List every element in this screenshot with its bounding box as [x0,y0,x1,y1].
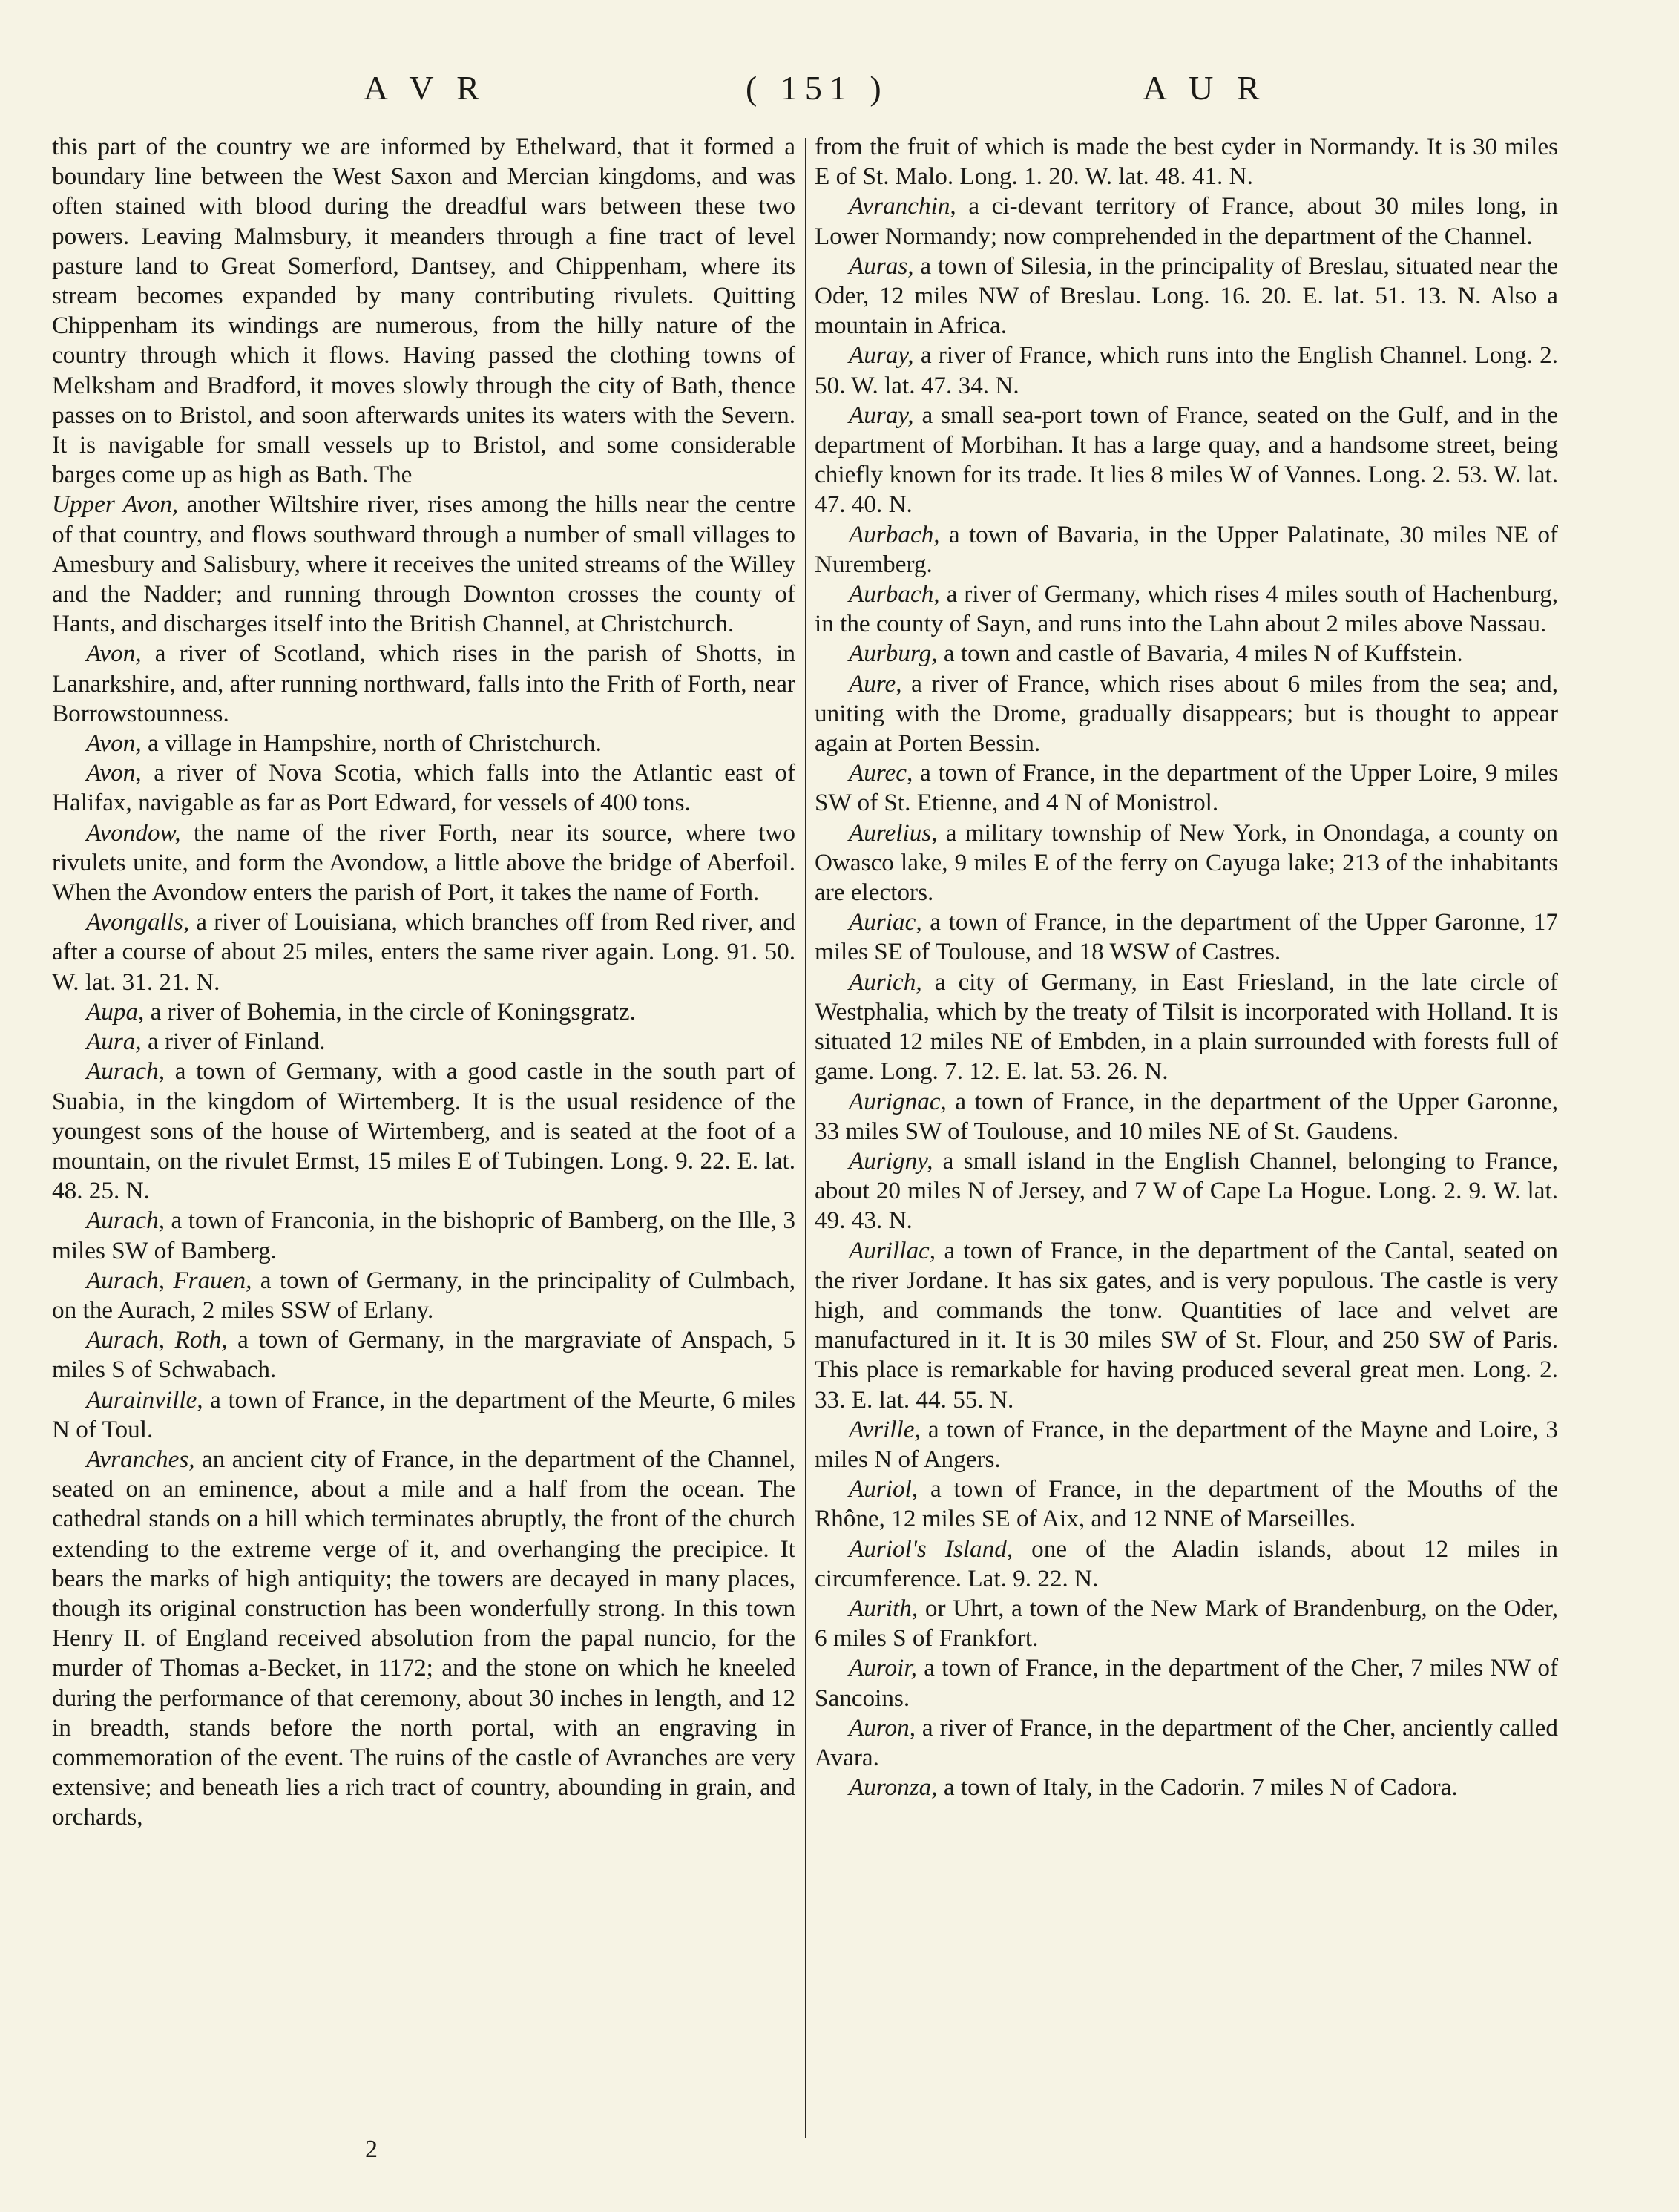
entry-paragraph [815,1773,1558,1802]
entry-paragraph [815,1236,1558,1415]
entry-paragraph [815,1415,1558,1474]
entry-headword: Avranchin, [849,192,956,220]
left-column [52,132,795,1833]
entry-text: a town of Germany, in the principality of Culmbach, on the Aurach, 2 miles SSW of Erlany. [52,1266,795,1324]
entry-text: a river of Louisiana, which branches off from Red river, and after a course of about 25 miles, enters the same river again. Long. 91. 50. W. lat. 31. 21. N. [52,908,795,996]
entry-headword: Auray, [849,401,914,429]
entry-text: a town of Silesia, in the principality of Breslau, situated near the Oder, 12 miles NW of Breslau. Long. 16. 20. E. lat. 51. 13. N. Also a mountain in Africa. [815,252,1558,340]
header-right: A U R [1143,69,1267,107]
entry-text: a town of France, in the department of the Meurte, 6 miles N of Toul. [52,1385,795,1443]
entry-text: a town of France, in the department of the Upper Loire, 9 miles SW of St. Etienne, and 4 N of Monistrol. [815,759,1558,817]
entry-text: this part of the country we are informed by Ethelward, that it formed a boundary line between the West Saxon and Mercian kingdoms, and was often stained with blood during the dreadful wars between these two powers. Leaving Malmsbury, it meanders through a fine tract of level pasture land to Great Somerford, Dantsey, and Chippenham, where its stream becomes expanded by many contributing rivulets. Quitting Chippenham its windings are numerous, from the hilly nature of the country through which it flows. Having passed the clothing towns of Melksham and Bradford, it moves slowly through the city of Bath, thence passes on to Bristol, and soon afterwards unites its waters with the Severn. It is navigable for small vessels up to Bristol, and some considerable barges come up as high as Bath. The [52,133,795,489]
entry-text: one of the Aladin islands, about 12 miles in circumference. Lat. 9. 22. N. [815,1535,1558,1592]
entry-paragraph [815,639,1558,669]
entry-paragraph [815,818,1558,908]
entry-text: a small sea-port town of France, seated on the Gulf, and in the department of Morbihan. It has a large quay, and a handsome street, being chiefly known for its trade. It lies 8 miles W of Vannes. Long. 2. 53. W. lat. 47. 40. N. [815,401,1558,519]
entry-headword: Avon, [86,729,142,758]
entry-text: a river of Nova Scotia, which falls into the Atlantic east of Halifax, navigable as far as Port Edward, for vessels of 400 tons. [52,759,795,817]
entry-paragraph [815,1535,1558,1594]
entry-paragraph [52,818,795,908]
entry-headword: Auray, [849,341,914,370]
entry-paragraph [52,908,795,997]
entry-text: a town of Bavaria, in the Upper Palatinate, 30 miles NE of Nuremberg. [815,520,1558,578]
entry-paragraph [52,1266,795,1325]
entry-headword: Avranches, [86,1445,195,1473]
entry-paragraph [52,1385,795,1445]
entry-headword: Aurbach, [849,580,940,608]
entry-headword: Avrille, [849,1415,921,1443]
entry-headword: Upper Avon, [52,490,179,519]
entry-headword: Aupa, [86,997,145,1025]
entry-text: an ancient city of France, in the department of the Channel, seated on an eminence, about a mile and a half from the ocean. The cathedral stands on a hill which terminates abruptly, the front of the church extending to the extreme verge of it, and overhanging the precipice. It bears the marks of high antiquity; the towers are decayed in many places, though its original construction has been wonderfully strong. In this town Henry II. of England received absolution from the papal nuncio, for the murder of Thomas a-Becket, in 1172; and the stone on which he kneeled during the performance of that ceremony, about 30 inches in length, and 12 in breadth, stands before the north portal, with an engraving in commemoration of the event. The ruins of the castle of Avranches are very extensive; and beneath lies a rich tract of country, abounding in grain, and orchards, [52,1445,795,1831]
entry-headword: Avondow, [86,818,181,847]
entry-paragraph [815,580,1558,639]
entry-headword: Aurach, Roth, [86,1326,228,1354]
entry-text: a town of France, in the department of the Upper Garonne, 17 miles SE of Toulouse, and 18 WSW of Castres. [815,908,1558,966]
entry-paragraph [815,1474,1558,1534]
entry-paragraph [815,1087,1558,1146]
entry-headword: Auron, [849,1713,916,1742]
entry-headword: Aurith, [849,1594,919,1622]
entry-headword: Auriol, [849,1475,919,1503]
entry-text: a river of Finland. [141,1028,326,1056]
entry-paragraph [52,132,795,490]
entry-paragraph [52,997,795,1027]
entry-text: a town of France, in the department of the Mayne and Loire, 3 miles N of Angers. [815,1415,1558,1473]
entry-text: another Wiltshire river, rises among the hills near the centre of that country, and flows southward through a number of small villages to Amesbury and Salisbury, where it receives the united streams of the Willey and the Nadder; and running through Downton crosses the county of Hants, and discharges itself into the British Channel, at Christchurch. [52,490,796,638]
entry-text: a town of Italy, in the Cadorin. 7 miles N of Cadora. [937,1773,1458,1802]
entry-paragraph [815,1594,1558,1653]
entry-paragraph [52,1445,795,1833]
entry-headword: Avon, [86,640,142,668]
entry-paragraph [52,1206,795,1265]
entry-paragraph [815,401,1558,520]
entry-paragraph [815,1653,1558,1713]
entry-text: a river of France, in the department of the Cher, anciently called Avara. [815,1713,1558,1771]
page-number: ( 151 ) [746,69,889,107]
entry-paragraph [815,1713,1558,1773]
entry-headword: Aurbach, [849,520,940,548]
entry-paragraph [815,132,1558,191]
entry-text: a town of France, in the department of the Cher, 7 miles NW of Sancoins. [815,1654,1558,1712]
entry-text: a town of Germany, with a good castle in the south part of Suabia, in the kingdom of Wirtemberg. It is the usual residence of the youngest sons of the house of Wirtemberg, and is seated at the foot of a mountain, on the rivulet Ermst, 15 miles E of Tubingen. Long. 9. 22. E. lat. 48. 25. N. [52,1057,795,1205]
entry-headword: Aure, [849,669,902,698]
entry-text: a town and castle of Bavaria, 4 miles N of Kuffstein. [937,640,1463,668]
entry-headword: Aurach, [86,1057,165,1086]
entry-paragraph [52,639,795,729]
entry-text: a town of Franconia, in the bishopric of Bamberg, on the Ille, 3 miles SW of Bamberg. [52,1207,795,1264]
entry-headword: Auriol's Island, [849,1535,1013,1563]
entry-text: a town of France, in the department of the Upper Garonne, 33 miles SW of Toulouse, and 10 miles NE of St. Gaudens. [815,1087,1558,1145]
entry-text: a town of Germany, in the margraviate of Anspach, 5 miles S of Schwabach. [52,1326,795,1384]
entry-text: a town of France, in the department of the Mouths of the Rhône, 12 miles SE of Aix, and 12 NNE of Marseilles. [815,1475,1558,1533]
entry-paragraph [815,1146,1558,1236]
entry-headword: Auras, [849,252,914,280]
entry-paragraph [815,252,1558,341]
entry-text: or Uhrt, a town of the New Mark of Brandenburg, on the Oder, 6 miles S of Frankfort. [815,1594,1558,1653]
entry-paragraph [815,758,1558,818]
entry-paragraph [815,908,1558,967]
entry-text: a town of France, in the department of the Cantal, seated on the river Jordane. It has six gates, and is very populous. The castle is very high, and commands the tonw. Quantities of lace and velvet are manufactured in it. It is 30 miles SW of St. Flour, and 250 SW of Paris. This place is remarkable for having produced several great men. Long. 2. 33. E. lat. 44. 55. N. [815,1236,1558,1414]
entry-text: a military township of New York, in Onondaga, a county on Owasco lake, 9 miles E of the ferry on Cayuga lake; 213 of the inhabitants are electors. [815,818,1558,907]
entry-paragraph [52,1027,795,1057]
entry-paragraph [815,520,1558,580]
column-divider [805,138,806,2138]
entry-text: a small island in the English Channel, belonging to France, about 20 miles N of Jersey, and 7 W of Cape La Hogue. Long. 2. 9. W. lat. 49. 43. N. [815,1146,1558,1235]
entry-text: the name of the river Forth, near its source, where two rivulets unite, and form the Avondow, a little above the bridge of Aberfoil. When the Avondow enters the parish of Port, it takes the name of Forth. [52,818,795,907]
entry-headword: Auronza, [849,1773,938,1802]
entry-headword: Aurigny, [849,1146,933,1175]
entry-text: from the fruit of which is made the best cyder in Normandy. It is 30 miles E of St. Malo. Long. 1. 20. W. lat. 48. 41. N. [815,133,1558,191]
entry-headword: Aurburg, [849,640,938,668]
entry-headword: Aurach, [86,1207,165,1235]
entry-paragraph [815,341,1558,400]
entry-headword: Avon, [86,759,142,787]
entry-paragraph [815,968,1558,1087]
entry-headword: Aurach, Frauen, [86,1266,252,1294]
header-left: A V R [364,69,487,107]
entry-text: a river of Germany, which rises 4 miles south of Hachenburg, in the county of Sayn, and runs into the Lahn about 2 miles above Nassau. [815,580,1558,638]
entry-paragraph [52,1325,795,1385]
entry-paragraph [52,1057,795,1206]
entry-paragraph [52,490,795,639]
entry-text: a river of France, which rises about 6 miles from the sea; and, uniting with the Drome, gradually disappears; but is thought to appear again at Porten Bessin. [815,669,1558,758]
signature-mark: 2 [365,2136,378,2163]
entry-text: a ci-devant territory of France, about 30 miles long, in Lower Normandy; now comprehended in the department of the Channel. [815,192,1558,250]
entry-paragraph [815,191,1558,251]
entry-headword: Aurainville, [86,1385,203,1414]
entry-headword: Aurec, [849,759,913,787]
entry-headword: Aurich, [849,968,922,996]
entry-headword: Aurelius, [849,818,938,847]
running-header [0,68,1679,120]
entry-paragraph [52,729,795,758]
entry-paragraph [815,669,1558,759]
entry-text: a river of France, which runs into the English Channel. Long. 2. 50. W. lat. 47. 34. N. [815,341,1558,399]
entry-headword: Auriac, [849,908,922,936]
entry-headword: Avongalls, [86,908,190,936]
entry-headword: Aurignac, [849,1087,947,1115]
entry-headword: Aurillac, [849,1236,936,1264]
right-column [815,132,1558,1802]
entry-text: a river of Bohemia, in the circle of Koningsgratz. [144,997,636,1025]
entry-headword: Aura, [86,1028,142,1056]
entry-paragraph [52,758,795,818]
entry-text: a village in Hampshire, north of Christchurch. [141,729,602,758]
entry-text: a city of Germany, in East Friesland, in the late circle of Westphalia, which by the treaty of Tilsit is incorporated with Holland. It is situated 12 miles NE of Embden, in a plain surrounded with forests full of game. Long. 7. 12. E. lat. 53. 26. N. [815,968,1558,1086]
entry-text: a river of Scotland, which rises in the parish of Shotts, in Lanarkshire, and, after running northward, falls into the Frith of Forth, near Borrowstounness. [52,640,795,727]
entry-headword: Auroir, [849,1654,917,1682]
